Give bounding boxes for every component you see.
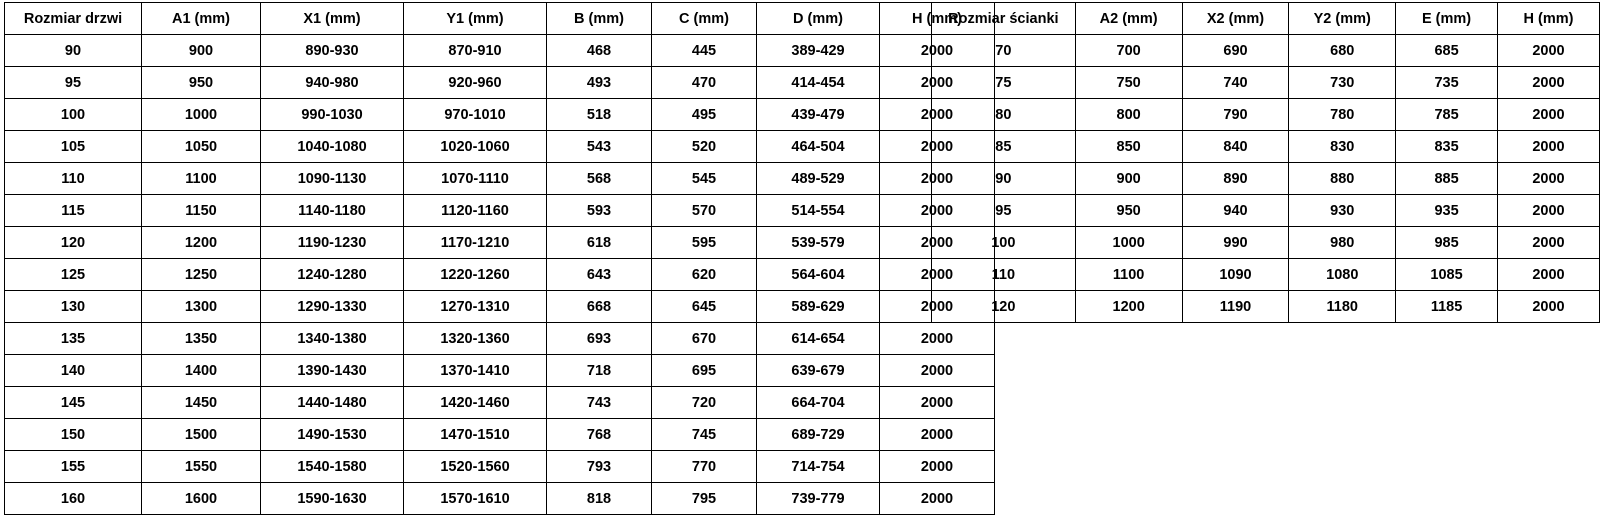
table-cell: 1000 bbox=[142, 99, 261, 131]
table-cell: 464-504 bbox=[757, 131, 880, 163]
table-cell: 90 bbox=[932, 163, 1076, 195]
table-cell: 1200 bbox=[142, 227, 261, 259]
table-cell: 930 bbox=[1289, 195, 1396, 227]
table-cell: 890-930 bbox=[261, 35, 404, 67]
table-cell: 514-554 bbox=[757, 195, 880, 227]
table-cell: 589-629 bbox=[757, 291, 880, 323]
table-cell: 900 bbox=[1075, 163, 1182, 195]
table-cell: 2000 bbox=[880, 355, 995, 387]
table-cell: 130 bbox=[5, 291, 142, 323]
table-cell: 2000 bbox=[880, 259, 995, 291]
table-row bbox=[5, 131, 995, 163]
table-cell: 1340-1380 bbox=[261, 323, 404, 355]
table-cell: 2000 bbox=[1497, 259, 1599, 291]
table-cell: 1440-1480 bbox=[261, 387, 404, 419]
table-cell: 1290-1330 bbox=[261, 291, 404, 323]
table-cell: 1540-1580 bbox=[261, 451, 404, 483]
table-cell: 115 bbox=[5, 195, 142, 227]
table-cell: 135 bbox=[5, 323, 142, 355]
table-cell: 2000 bbox=[1497, 35, 1599, 67]
table-cell: 950 bbox=[142, 67, 261, 99]
table-cell: 95 bbox=[5, 67, 142, 99]
table-cell: 2000 bbox=[880, 99, 995, 131]
walls-table-head bbox=[932, 3, 1600, 35]
table-cell: 439-479 bbox=[757, 99, 880, 131]
table-cell: 685 bbox=[1396, 35, 1498, 67]
column-header: Rozmiar drzwi bbox=[5, 3, 142, 35]
table-cell: 2000 bbox=[880, 483, 995, 515]
table-cell: 680 bbox=[1289, 35, 1396, 67]
table-cell: 720 bbox=[652, 387, 757, 419]
table-cell: 568 bbox=[547, 163, 652, 195]
table-cell: 1590-1630 bbox=[261, 483, 404, 515]
table-row bbox=[5, 227, 995, 259]
column-header: X2 (mm) bbox=[1182, 3, 1289, 35]
table-row bbox=[932, 195, 1600, 227]
column-header: C (mm) bbox=[652, 3, 757, 35]
table-cell: 1470-1510 bbox=[404, 419, 547, 451]
walls-table-container bbox=[931, 2, 1600, 323]
table-header-row bbox=[932, 3, 1600, 35]
table-cell: 1550 bbox=[142, 451, 261, 483]
table-cell: 125 bbox=[5, 259, 142, 291]
table-cell: 389-429 bbox=[757, 35, 880, 67]
table-cell: 470 bbox=[652, 67, 757, 99]
table-cell: 693 bbox=[547, 323, 652, 355]
table-row bbox=[5, 323, 995, 355]
table-cell: 1300 bbox=[142, 291, 261, 323]
table-cell: 800 bbox=[1075, 99, 1182, 131]
table-cell: 970-1010 bbox=[404, 99, 547, 131]
table-cell: 1140-1180 bbox=[261, 195, 404, 227]
table-cell: 1020-1060 bbox=[404, 131, 547, 163]
table-cell: 990-1030 bbox=[261, 99, 404, 131]
table-cell: 793 bbox=[547, 451, 652, 483]
table-row bbox=[5, 387, 995, 419]
table-row bbox=[5, 163, 995, 195]
column-header: H (mm) bbox=[880, 3, 995, 35]
table-cell: 1390-1430 bbox=[261, 355, 404, 387]
table-row bbox=[5, 195, 995, 227]
table-cell: 668 bbox=[547, 291, 652, 323]
table-cell: 570 bbox=[652, 195, 757, 227]
table-row bbox=[932, 67, 1600, 99]
table-cell: 2000 bbox=[880, 387, 995, 419]
table-cell: 1100 bbox=[1075, 259, 1182, 291]
table-cell: 2000 bbox=[1497, 131, 1599, 163]
table-cell: 940-980 bbox=[261, 67, 404, 99]
table-cell: 150 bbox=[5, 419, 142, 451]
table-cell: 2000 bbox=[880, 35, 995, 67]
table-cell: 739-779 bbox=[757, 483, 880, 515]
table-cell: 2000 bbox=[1497, 67, 1599, 99]
table-cell: 120 bbox=[932, 291, 1076, 323]
table-cell: 985 bbox=[1396, 227, 1498, 259]
table-cell: 110 bbox=[5, 163, 142, 195]
table-cell: 1190 bbox=[1182, 291, 1289, 323]
table-cell: 768 bbox=[547, 419, 652, 451]
table-cell: 695 bbox=[652, 355, 757, 387]
table-cell: 90 bbox=[5, 35, 142, 67]
table-cell: 743 bbox=[547, 387, 652, 419]
table-cell: 543 bbox=[547, 131, 652, 163]
table-cell: 564-604 bbox=[757, 259, 880, 291]
table-cell: 664-704 bbox=[757, 387, 880, 419]
table-cell: 718 bbox=[547, 355, 652, 387]
table-cell: 618 bbox=[547, 227, 652, 259]
table-cell: 818 bbox=[547, 483, 652, 515]
table-row bbox=[5, 291, 995, 323]
column-header: A2 (mm) bbox=[1075, 3, 1182, 35]
table-cell: 2000 bbox=[880, 419, 995, 451]
table-cell: 620 bbox=[652, 259, 757, 291]
table-cell: 1120-1160 bbox=[404, 195, 547, 227]
table-cell: 940 bbox=[1182, 195, 1289, 227]
table-cell: 2000 bbox=[880, 451, 995, 483]
table-cell: 890 bbox=[1182, 163, 1289, 195]
table-cell: 1200 bbox=[1075, 291, 1182, 323]
table-cell: 770 bbox=[652, 451, 757, 483]
table-cell: 730 bbox=[1289, 67, 1396, 99]
table-cell: 1400 bbox=[142, 355, 261, 387]
table-cell: 870-910 bbox=[404, 35, 547, 67]
table-cell: 1570-1610 bbox=[404, 483, 547, 515]
table-cell: 110 bbox=[932, 259, 1076, 291]
column-header: D (mm) bbox=[757, 3, 880, 35]
table-cell: 520 bbox=[652, 131, 757, 163]
table-cell: 795 bbox=[652, 483, 757, 515]
table-cell: 2000 bbox=[1497, 163, 1599, 195]
table-cell: 1370-1410 bbox=[404, 355, 547, 387]
table-cell: 1070-1110 bbox=[404, 163, 547, 195]
table-cell: 690 bbox=[1182, 35, 1289, 67]
table-cell: 493 bbox=[547, 67, 652, 99]
table-cell: 614-654 bbox=[757, 323, 880, 355]
table-cell: 593 bbox=[547, 195, 652, 227]
doors-table-body bbox=[5, 35, 995, 515]
table-cell: 1090 bbox=[1182, 259, 1289, 291]
table-cell: 700 bbox=[1075, 35, 1182, 67]
column-header: X1 (mm) bbox=[261, 3, 404, 35]
column-header: Y2 (mm) bbox=[1289, 3, 1396, 35]
table-row bbox=[5, 67, 995, 99]
table-cell: 1090-1130 bbox=[261, 163, 404, 195]
table-cell: 1050 bbox=[142, 131, 261, 163]
table-cell: 935 bbox=[1396, 195, 1498, 227]
doors-table-container bbox=[4, 2, 995, 515]
table-cell: 1450 bbox=[142, 387, 261, 419]
table-cell: 140 bbox=[5, 355, 142, 387]
table-cell: 1040-1080 bbox=[261, 131, 404, 163]
table-cell: 2000 bbox=[1497, 99, 1599, 131]
walls-dimensions-table bbox=[931, 2, 1600, 323]
table-cell: 785 bbox=[1396, 99, 1498, 131]
table-cell: 2000 bbox=[1497, 291, 1599, 323]
table-cell: 689-729 bbox=[757, 419, 880, 451]
table-cell: 835 bbox=[1396, 131, 1498, 163]
table-cell: 75 bbox=[932, 67, 1076, 99]
table-cell: 70 bbox=[932, 35, 1076, 67]
table-row bbox=[5, 451, 995, 483]
table-cell: 160 bbox=[5, 483, 142, 515]
table-row bbox=[5, 35, 995, 67]
table-cell: 1520-1560 bbox=[404, 451, 547, 483]
table-cell: 489-529 bbox=[757, 163, 880, 195]
table-cell: 445 bbox=[652, 35, 757, 67]
column-header: E (mm) bbox=[1396, 3, 1498, 35]
table-cell: 1185 bbox=[1396, 291, 1498, 323]
table-cell: 830 bbox=[1289, 131, 1396, 163]
table-cell: 850 bbox=[1075, 131, 1182, 163]
column-header: A1 (mm) bbox=[142, 3, 261, 35]
table-row bbox=[932, 259, 1600, 291]
table-cell: 1180 bbox=[1289, 291, 1396, 323]
table-cell: 105 bbox=[5, 131, 142, 163]
walls-table-body bbox=[932, 35, 1600, 323]
table-cell: 950 bbox=[1075, 195, 1182, 227]
table-cell: 1100 bbox=[142, 163, 261, 195]
table-row bbox=[5, 259, 995, 291]
table-cell: 1270-1310 bbox=[404, 291, 547, 323]
table-cell: 1190-1230 bbox=[261, 227, 404, 259]
table-cell: 1320-1360 bbox=[404, 323, 547, 355]
table-cell: 1350 bbox=[142, 323, 261, 355]
table-cell: 545 bbox=[652, 163, 757, 195]
table-cell: 1085 bbox=[1396, 259, 1498, 291]
table-cell: 85 bbox=[932, 131, 1076, 163]
table-cell: 2000 bbox=[880, 163, 995, 195]
table-cell: 155 bbox=[5, 451, 142, 483]
table-row bbox=[932, 99, 1600, 131]
table-cell: 1080 bbox=[1289, 259, 1396, 291]
table-row bbox=[932, 131, 1600, 163]
table-cell: 95 bbox=[932, 195, 1076, 227]
table-cell: 2000 bbox=[1497, 227, 1599, 259]
table-row bbox=[932, 35, 1600, 67]
table-cell: 2000 bbox=[880, 291, 995, 323]
table-cell: 740 bbox=[1182, 67, 1289, 99]
table-cell: 840 bbox=[1182, 131, 1289, 163]
table-cell: 880 bbox=[1289, 163, 1396, 195]
table-cell: 1170-1210 bbox=[404, 227, 547, 259]
column-header: B (mm) bbox=[547, 3, 652, 35]
table-cell: 745 bbox=[652, 419, 757, 451]
table-cell: 643 bbox=[547, 259, 652, 291]
table-cell: 2000 bbox=[880, 323, 995, 355]
table-cell: 1600 bbox=[142, 483, 261, 515]
table-cell: 1000 bbox=[1075, 227, 1182, 259]
table-cell: 468 bbox=[547, 35, 652, 67]
table-row bbox=[932, 291, 1600, 323]
table-cell: 920-960 bbox=[404, 67, 547, 99]
table-cell: 495 bbox=[652, 99, 757, 131]
table-cell: 1250 bbox=[142, 259, 261, 291]
table-row bbox=[5, 355, 995, 387]
column-header: Y1 (mm) bbox=[404, 3, 547, 35]
table-cell: 2000 bbox=[880, 195, 995, 227]
table-cell: 2000 bbox=[880, 227, 995, 259]
column-header: Rozmiar ścianki bbox=[932, 3, 1076, 35]
table-cell: 900 bbox=[142, 35, 261, 67]
table-cell: 980 bbox=[1289, 227, 1396, 259]
table-cell: 1490-1530 bbox=[261, 419, 404, 451]
table-row bbox=[932, 227, 1600, 259]
table-row bbox=[5, 419, 995, 451]
table-cell: 735 bbox=[1396, 67, 1498, 99]
doors-dimensions-table bbox=[4, 2, 995, 515]
table-row bbox=[5, 483, 995, 515]
table-cell: 80 bbox=[932, 99, 1076, 131]
table-cell: 120 bbox=[5, 227, 142, 259]
table-cell: 518 bbox=[547, 99, 652, 131]
table-row bbox=[932, 163, 1600, 195]
table-cell: 645 bbox=[652, 291, 757, 323]
table-cell: 780 bbox=[1289, 99, 1396, 131]
table-cell: 1500 bbox=[142, 419, 261, 451]
table-cell: 885 bbox=[1396, 163, 1498, 195]
table-cell: 539-579 bbox=[757, 227, 880, 259]
doors-table-head bbox=[5, 3, 995, 35]
table-cell: 595 bbox=[652, 227, 757, 259]
table-cell: 1150 bbox=[142, 195, 261, 227]
table-cell: 2000 bbox=[880, 131, 995, 163]
table-cell: 990 bbox=[1182, 227, 1289, 259]
table-cell: 2000 bbox=[880, 67, 995, 99]
table-row bbox=[5, 99, 995, 131]
table-cell: 714-754 bbox=[757, 451, 880, 483]
table-cell: 145 bbox=[5, 387, 142, 419]
table-cell: 790 bbox=[1182, 99, 1289, 131]
table-cell: 1240-1280 bbox=[261, 259, 404, 291]
column-header: H (mm) bbox=[1497, 3, 1599, 35]
table-cell: 670 bbox=[652, 323, 757, 355]
table-cell: 100 bbox=[5, 99, 142, 131]
table-cell: 1420-1460 bbox=[404, 387, 547, 419]
table-cell: 750 bbox=[1075, 67, 1182, 99]
table-header-row bbox=[5, 3, 995, 35]
table-cell: 414-454 bbox=[757, 67, 880, 99]
table-cell: 100 bbox=[932, 227, 1076, 259]
table-cell: 639-679 bbox=[757, 355, 880, 387]
table-cell: 1220-1260 bbox=[404, 259, 547, 291]
table-cell: 2000 bbox=[1497, 195, 1599, 227]
